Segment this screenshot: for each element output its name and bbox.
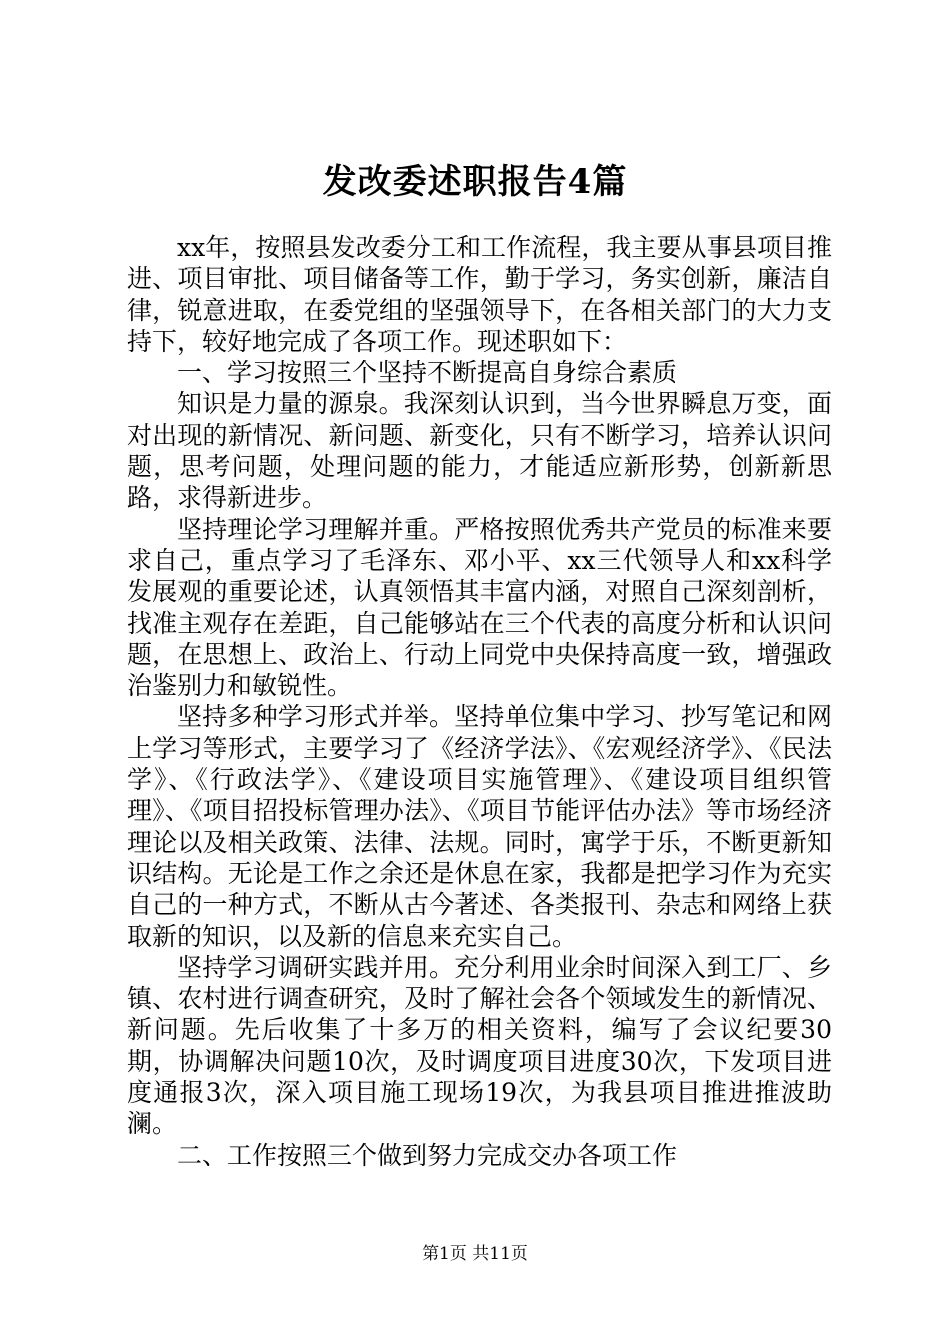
paragraph-knowledge: 知识是力量的源泉。我深刻认识到，当今世界瞬息万变，面对出现的新情况、新问题、新变化，只有不断学习，培养认识问题，思考问题，处理问题的能力，才能适应新形势，创新新思路，求得新进步。 <box>127 389 832 513</box>
document-body <box>127 232 832 1171</box>
paragraph-research-practice: 坚持学习调研实践并用。充分利用业余时间深入到工厂、乡镇、农村进行调查研究，及时了解社会各个领域发生的新情况、新问题。先后收集了十多万的相关资料，编写了会议纪要30期，协调解决问题10次，及时调度项目进度30次，下发项目进度通报3次，深入项目施工现场19次，为我县项目推进推波助澜。 <box>127 952 832 1139</box>
paragraph-study-forms: 坚持多种学习形式并举。坚持单位集中学习、抄写笔记和网上学习等形式，主要学习了《经济学法》、《宏观经济学》、《民法学》、《行政法学》、《建设项目实施管理》、《建设项目组织管理》、《项目招投标管理办法》、《项目节能评估办法》等市场经济理论以及相关政策、法律、法规。同时，寓学于乐，不断更新知识结构。无论是工作之余还是休息在家，我都是把学习作为充实自己的一种方式，不断从古今著述、各类报刊、杂志和网络上获取新的知识，以及新的信息来充实自己。 <box>127 702 832 951</box>
paragraph-intro: xx年，按照县发改委分工和工作流程，我主要从事县项目推进、项目审批、项目储备等工作，勤于学习，务实创新，廉洁自律，锐意进取，在委党组的坚强领导下，在各相关部门的大力支持下，较好地完成了各项工作。现述职如下： <box>127 233 832 356</box>
section-heading-1: 一、学习按照三个坚持不断提高自身综合素质 <box>177 358 678 388</box>
page-footer: 第1页 共11页 <box>422 1244 528 1264</box>
paragraph-theory-study: 坚持理论学习理解并重。严格按照优秀共产党员的标准来要求自己，重点学习了毛泽东、邓小平、xx三代领导人和xx科学发展观的重要论述，认真领悟其丰富内涵，对照自己深刻剖析，找准主观存在差距，自己能够站在三个代表的高度分析和认识问题，在思想上、政治上、行动上同党中央保持高度一致，增强政治鉴别力和敏锐性。 <box>127 514 832 701</box>
section-heading-2: 二、工作按照三个做到努力完成交办各项工作 <box>177 1140 678 1170</box>
document-title: 发改委述职报告4篇 <box>322 162 628 202</box>
